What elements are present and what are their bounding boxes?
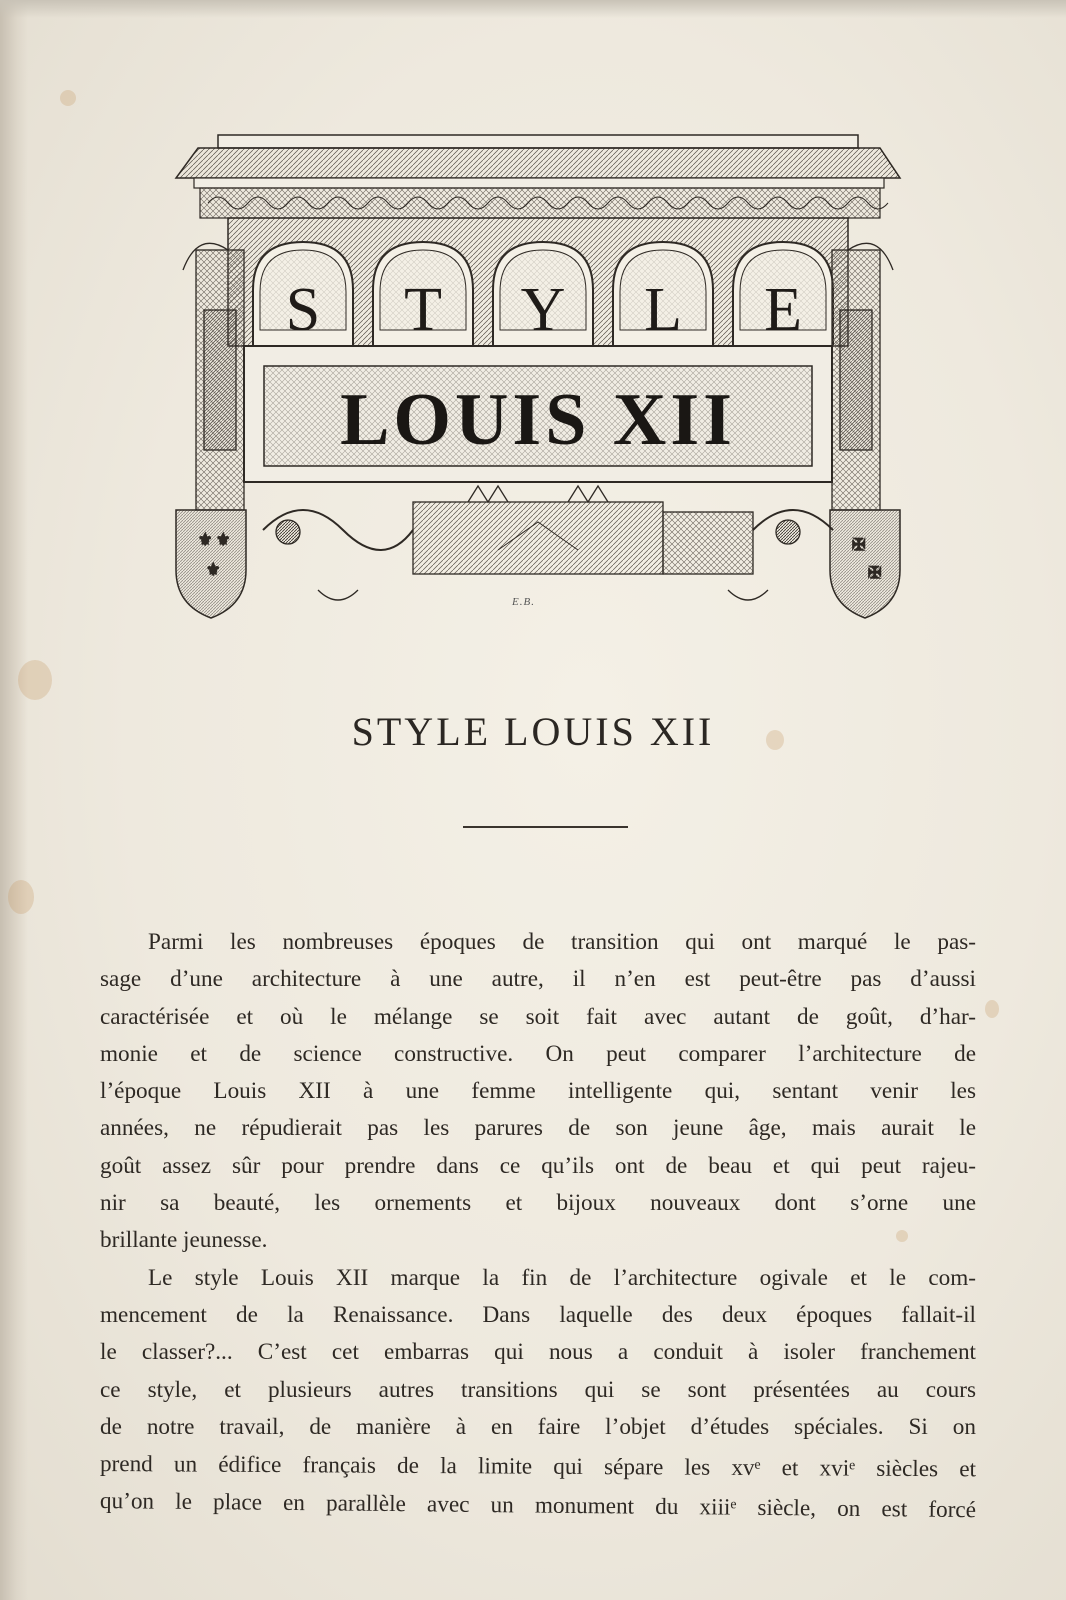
text-line: brillante jeunesse. bbox=[100, 1227, 268, 1254]
banner-letter: L bbox=[644, 276, 682, 344]
text-line: le classer?... C’est cet embarras qui nous a conduit à isoler franchement bbox=[100, 1339, 976, 1366]
chapter-title: STYLE LOUIS XII bbox=[351, 709, 715, 754]
text-line: de notre travail, de manière à en faire l’objet d’études spéciales. Si on bbox=[100, 1413, 976, 1440]
text-line: monie et de science constructive. On peut comparer l’architecture de bbox=[100, 1040, 976, 1067]
arcade-frieze bbox=[228, 218, 848, 346]
foxing-stain bbox=[18, 660, 52, 700]
foxing-stain bbox=[60, 90, 76, 106]
banner-letter: Y bbox=[520, 276, 566, 344]
text-line: nir sa beauté, les ornements et bijoux nouveaux dont s’orne une bbox=[100, 1190, 976, 1217]
text-line: Parmi les nombreuses époques de transition qui ont marqué le pas- bbox=[148, 929, 976, 955]
foxing-stain bbox=[8, 880, 34, 914]
foxing-stain bbox=[985, 1000, 999, 1018]
text-line: qu’on le place en parallèle avec un monument du xiiiᵉ siècle, on est forcé bbox=[99, 1488, 977, 1524]
paragraph bbox=[99, 1260, 977, 1524]
shield-right bbox=[830, 510, 900, 618]
title-rule bbox=[463, 826, 628, 828]
fleur-de-lis-icon: ⚜ bbox=[206, 562, 221, 579]
fleur-de-lis-icon: ⚜ bbox=[198, 532, 213, 549]
banner-letter: S bbox=[285, 276, 321, 344]
text-line: mencement de la Renaissance. Dans laquelle des deux époques fallait-il bbox=[100, 1301, 976, 1328]
cornice bbox=[176, 135, 900, 218]
engraver-signature: E.B. bbox=[512, 596, 535, 608]
text-line: sage d’une architecture à une autre, il n’en est peut-être pas d’aussi bbox=[100, 966, 976, 993]
engraved-header-illustration bbox=[168, 130, 908, 630]
text-line: goût assez sûr pour prendre dans ce qu’ils ont de beau et qui peut rajeu- bbox=[100, 1152, 976, 1179]
fleur-de-lis-icon: ⚜ bbox=[216, 532, 231, 549]
text-line: l’époque Louis XII à une femme intelligente qui, sentant venir les bbox=[100, 1078, 976, 1105]
body-text bbox=[99, 924, 977, 1524]
banner-louis-xii: LOUIS XII bbox=[340, 379, 736, 461]
lower-ornament-band bbox=[263, 486, 833, 600]
text-line: ce style, et plusieurs autres transitions qui se sont présentées au cours bbox=[100, 1376, 976, 1403]
ermine-icon: ✠ bbox=[868, 565, 882, 582]
book-gutter-shadow bbox=[0, 0, 28, 1600]
text-line: prend un édifice français de la limite qui sépare les xvᵉ et xviᵉ siècles et bbox=[99, 1451, 977, 1483]
paragraph bbox=[100, 924, 976, 1260]
shield-left bbox=[176, 510, 246, 618]
banner-letter: T bbox=[404, 276, 442, 344]
text-line: Le style Louis XII marque la fin de l’architecture ogivale et le com- bbox=[148, 1264, 976, 1291]
banner-letter: E bbox=[764, 276, 802, 344]
page-top-edge bbox=[0, 0, 1066, 18]
text-line: caractérisée et où le mélange se soit fait avec autant de goût, d’har- bbox=[100, 1003, 976, 1030]
ermine-icon: ✠ bbox=[852, 537, 866, 554]
title-panel bbox=[244, 346, 832, 482]
text-line: années, ne répudierait pas les parures de son jeune âge, mais aurait le bbox=[100, 1115, 976, 1142]
